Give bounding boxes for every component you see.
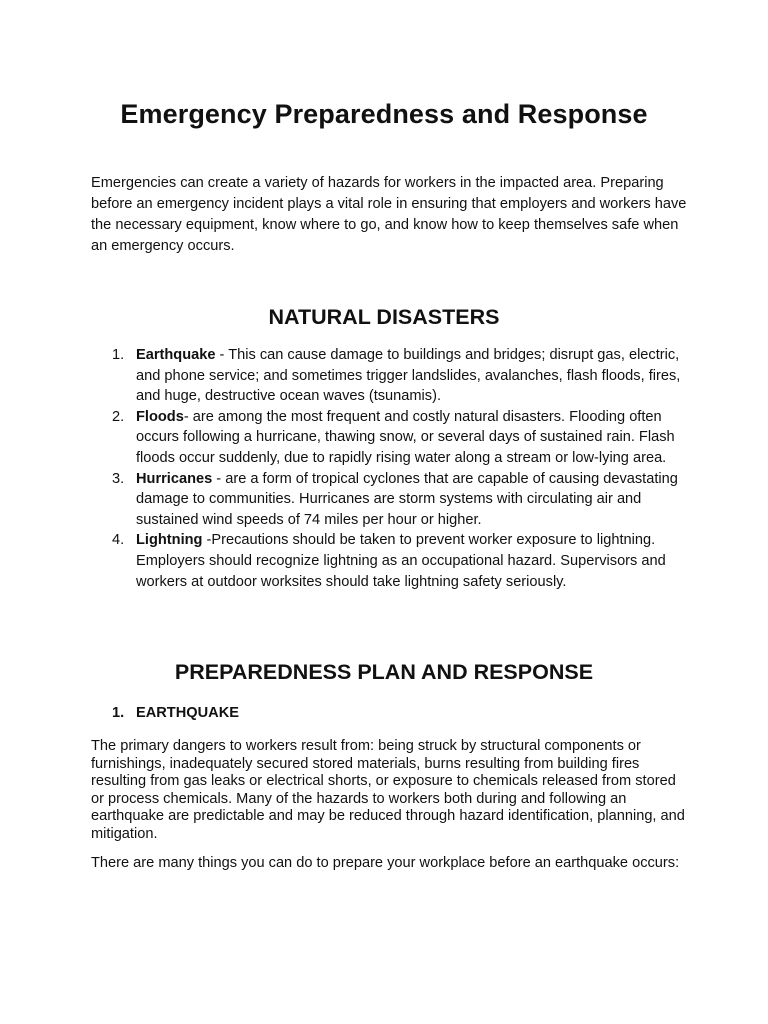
- list-term: Earthquake: [136, 347, 216, 363]
- list-number: 3.: [112, 470, 125, 487]
- subheading-title: EARTHQUAKE: [136, 705, 239, 721]
- list-item-lightning: [91, 530, 691, 592]
- list-item-earthquake: [91, 345, 691, 407]
- list-number: 2.: [112, 408, 125, 425]
- list-term: Hurricanes: [136, 470, 213, 487]
- subheading-number: 1.: [112, 705, 125, 721]
- preparedness-heading: PREPAREDNESS PLAN AND RESPONSE: [174, 660, 594, 684]
- list-term: Lightning: [136, 532, 203, 549]
- earthquake-subheading: [91, 703, 691, 724]
- list-item-hurricanes: [91, 469, 691, 531]
- document-title: Emergency Preparedness and Response: [120, 99, 648, 129]
- list-number: 4.: [112, 532, 125, 549]
- list-text: - are a form of tropical cyclones that are capable of causing devastating damage to communities. Hurricanes are storm systems with circulating air and sustained wind speeds of 74 miles per hour or higher.: [136, 470, 678, 528]
- list-text: -Precautions should be taken to prevent worker exposure to lightning. Employers should recognize lightning as an occupational hazard. Supervisors and workers at outdoor worksites should take lightning safety seriously.: [136, 532, 666, 590]
- intro-paragraph: Emergencies can create a variety of hazards for workers in the impacted area. Preparing before an emergency incident plays a vital role in ensuring that employers and workers have the necessary equipment, know where to go, and know how to keep themselves safe when an emergency occurs.: [91, 175, 687, 254]
- natural-disasters-heading: NATURAL DISASTERS: [268, 305, 500, 329]
- earthquake-paragraph: The primary dangers to workers result from: being struck by structural components or furnishings, inadequately secured stored materials, burns resulting from building fires resulting from gas leaks or electrical shorts, or exposure to chemicals released from stored or process chemicals. Many of the hazards to workers both during and following an earthquake are predictable and may be reduced through hazard identification, planning, and mitigation.: [91, 738, 685, 842]
- list-text: - are among the most frequent and costly natural disasters. Flooding often occurs following a hurricane, thawing snow, or several days of sustained rain. Flash floods occur suddenly, due to rapidly rising water along a stream or low-lying area.: [136, 408, 675, 466]
- list-text: - This can cause damage to buildings and bridges; disrupt gas, electric, and phone service; and sometimes trigger landslides, avalanches, flash floods, fires, and huge, destructive ocean waves (tsunamis).: [136, 347, 681, 405]
- list-term: Floods: [136, 408, 184, 425]
- list-item-floods: [91, 407, 691, 469]
- natural-disasters-list: [91, 345, 691, 592]
- prepare-workplace-paragraph: There are many things you can do to prepare your workplace before an earthquake occurs:: [91, 855, 680, 871]
- list-number: 1.: [112, 347, 125, 363]
